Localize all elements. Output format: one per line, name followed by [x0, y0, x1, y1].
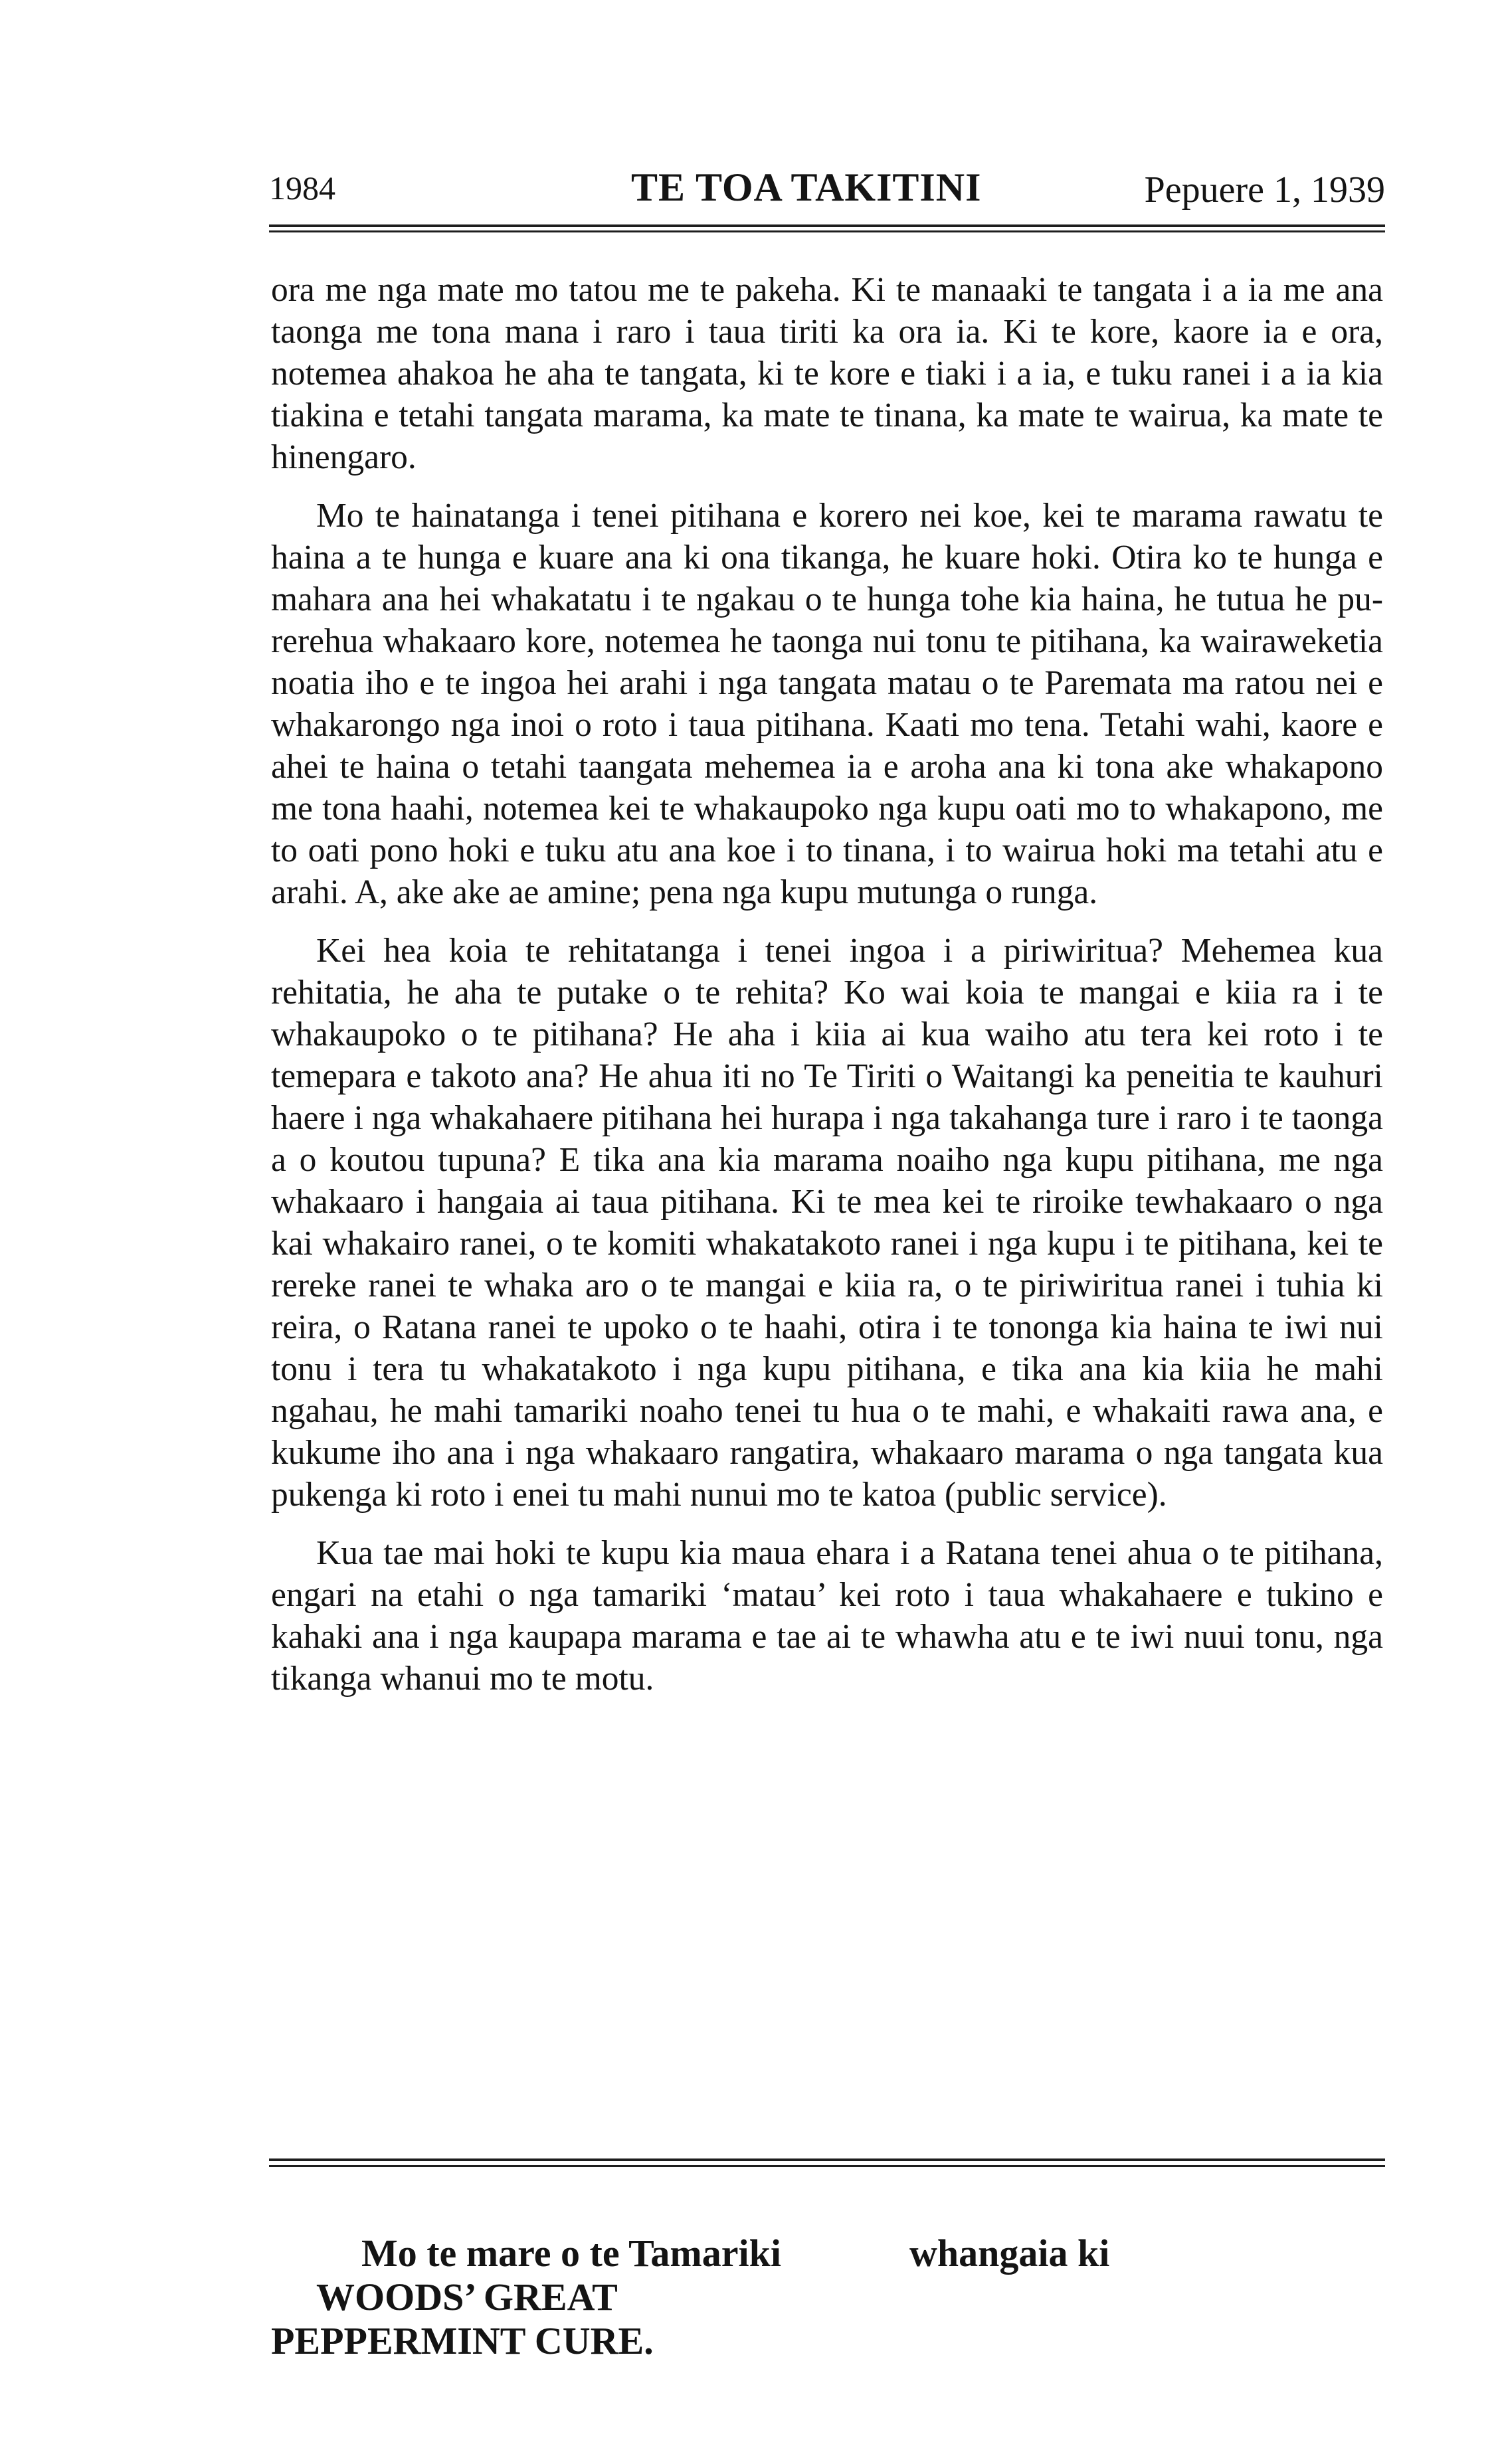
paragraph-1: ora me nga mate mo tatou me te pakeha. Ki te manaaki te tangata i a ia me ana taonga me tona mana i raro i taua tiriti ka ora ia. Ki te kore, kaore ia e ora, notemea ahakoa he aha te tangata, ki te kore e tiaki i a ia, e tuku ranei i a ia kia tiakina e tetahi tangata marama, ka mate te tinana, ka mate te wairua, ka mate te hinengaro.	[271, 271, 1383, 476]
advert-part-2: whangaia ki	[909, 2232, 1110, 2275]
advert-part-1: Mo te mare o te Tamariki	[361, 2232, 781, 2275]
article-body	[271, 269, 1383, 1716]
page-number: 1984	[269, 169, 335, 207]
paragraph-3: Kei hea koia te rehitatanga i tenei ingoa i a piriwiritua? Mehemea kua rehitatia, he aha te putake o te rehita? Ko wai koia te mangai e kiia ra i te whakaupoko o te pitihana? He aha i kiia ai kua waiho atu tera kei roto i te temepara e takoto ana? He ahua iti no Te Tiriti o Waitangi ka peneitia te kauhuri haere i nga whakahaere pitihana hei hurapa i nga takahanga ture i raro i te taonga a o koutou tupuna? E tika ana kia marama noaiho nga kupu pitihana, me nga whakaaro i hangaia ai taua pitihana. Ki te mea kei te riroike tewhakaaro o nga kai whakairo ranei, o te komiti whakatakoto ranei i nga kupu i te pitihana, kei te rereke ranei te whaka aro o te mangai e kiia ra, o te piriwiritua ranei i tuhia ki reira, o Ratana ranei te upoko o te haahi, otira i te tononga kia haina te iwi nui tonu i tera tu whakatakoto i nga kupu pitihana, e tika ana kia kiia he mahi ngahau, he mahi tamariki noaho tenei tu hua o te mahi, e whakaiti rawa ana, e kukume iho ana i nga whakaaro rangatira, whakaaro marama o nga tangata kua pukenga ki roto i enei tu mahi nunui mo te katoa (public service).	[271, 932, 1383, 1514]
issue-date: Pepuere 1, 1939	[1144, 169, 1385, 211]
header-rule-bottom	[269, 230, 1385, 232]
paragraph-2: Mo te hainatanga i tenei pitihana e korero nei koe, kei te marama rawatu te haina a te hunga e kuare ana ki ona tikanga, he kuare hoki. Otira ko te hunga e mahara ana hei whakatatu i te ngakau o te hunga tohe kia haina, he tutua he purerehua whakaaro kore, notemea he taonga nui tonu te pitihana, ka wairaweketia noatia iho e te ingoa hei arahi i nga tangata matau o te Paremata ma ratou nei e whakarongo nga inoi o roto i taua pitihana. Kaati mo tena. Tetahi wahi, kaore e ahei te haina o tetahi taangata mehemea ia e aroha ana ki tona ake whakapono me tona haahi, notemea kei te whakaupoko nga kupu oati mo to whakapono, me to oati pono hoki e tuku atu ana koe i to tinana, i to wairua hoki ma tetahi atu e arahi. A, ake ake ae amine; pena nga kupu mutunga o runga.	[271, 497, 1383, 911]
advert-line-1	[271, 2232, 1390, 2319]
advert-rule-top	[269, 2158, 1385, 2161]
advert-line-2: PEPPERMINT CURE.	[271, 2319, 654, 2362]
page-header	[269, 165, 1385, 218]
header-rule-top	[269, 224, 1385, 227]
advertisement	[271, 2232, 1390, 2363]
advert-part-3: WOODS’ GREAT	[316, 2275, 618, 2319]
publication-title: TE TOA TAKITINI	[631, 165, 982, 209]
advert-rule-bottom	[269, 2165, 1385, 2167]
paragraph-4: Kua tae mai hoki te kupu kia maua ehara i a Ratana tenei ahua o te pitihana, engari na etahi o nga tamariki ‘matau’ kei roto i taua whakahaere e tukino e kahaki ana i nga kaupapa marama e tae ai te whawha atu e te iwi nuui tonu, nga tikanga whanui mo te motu.	[271, 1534, 1383, 1698]
